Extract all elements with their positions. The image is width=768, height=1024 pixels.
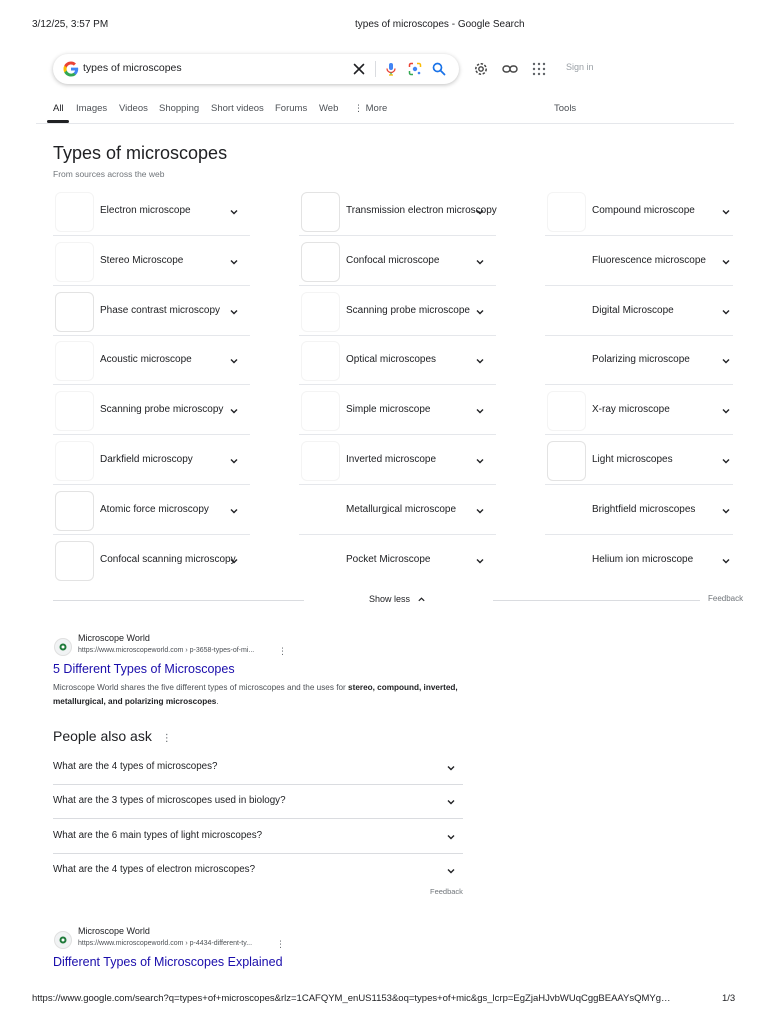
link-icon[interactable]	[501, 60, 519, 78]
chevron-down-icon	[720, 505, 732, 517]
chevron-down-icon	[445, 831, 457, 843]
chevron-down-icon	[720, 555, 732, 567]
tab-web[interactable]: Web	[319, 103, 339, 114]
result2-url[interactable]: https://www.microscopeworld.com › p-4434-different-ty...	[78, 940, 253, 947]
microphone-icon[interactable]	[383, 61, 399, 77]
tab-short-videos[interactable]: Short videos	[211, 103, 264, 114]
microscope-type-item[interactable]	[545, 436, 742, 485]
microscope-type-item[interactable]	[53, 386, 250, 435]
microscope-type-item[interactable]	[53, 486, 250, 535]
chevron-down-icon	[720, 256, 732, 268]
chevron-down-icon	[720, 306, 732, 318]
chevron-down-icon	[474, 505, 486, 517]
microscope-type-item[interactable]	[545, 287, 742, 336]
microscope-type-label: Electron microscope	[100, 205, 191, 216]
microscope-type-item[interactable]	[299, 536, 496, 585]
chevron-down-icon	[228, 505, 240, 517]
chevron-down-icon	[445, 796, 457, 808]
microscope-type-label: X-ray microscope	[592, 404, 670, 416]
chevron-down-icon	[445, 865, 457, 877]
chevron-down-icon	[228, 306, 240, 318]
microscope-type-label: Simple microscope	[346, 404, 431, 416]
paa-question-text: What are the 4 types of electron microscopes?	[53, 863, 256, 875]
microscope-thumbnail	[55, 192, 94, 232]
microscope-thumbnail	[301, 441, 340, 481]
chevron-down-icon	[474, 306, 486, 318]
microscope-thumbnail	[547, 391, 586, 431]
microscope-type-label: Helium ion microscope	[592, 553, 694, 565]
paa-question[interactable]	[53, 820, 463, 854]
tabs-divider	[36, 123, 734, 124]
microscope-type-item[interactable]	[53, 436, 250, 485]
tab-images[interactable]: Images	[76, 103, 108, 114]
microscope-thumbnail	[55, 491, 94, 531]
paa-question[interactable]	[53, 751, 463, 785]
microscope-type-label: Compound microscope	[592, 205, 695, 216]
result1-title-link[interactable]: 5 Different Types of Microscopes	[53, 662, 235, 676]
chevron-down-icon	[474, 555, 486, 567]
microscope-type-label: Pocket Microscope	[346, 553, 431, 565]
microscope-thumbnail	[301, 292, 340, 332]
microscope-type-item[interactable]	[545, 187, 742, 236]
microscope-type-item[interactable]	[299, 287, 496, 336]
microscope-type-item[interactable]	[53, 287, 250, 336]
section-title: Types of microscopes	[53, 143, 228, 163]
chevron-down-icon	[474, 206, 486, 218]
microscope-type-item[interactable]	[53, 336, 250, 385]
result1-url[interactable]: https://www.microscopeworld.com › p-3658-types-of-mi...	[78, 647, 255, 654]
microscope-type-item[interactable]	[299, 187, 496, 236]
microscope-thumbnail	[301, 192, 340, 232]
tab-shopping[interactable]: Shopping	[159, 103, 200, 114]
apps-grid-icon[interactable]	[530, 60, 548, 78]
microscope-thumbnail	[55, 391, 94, 431]
microscope-type-item[interactable]	[299, 386, 496, 435]
microscope-world-favicon-icon	[54, 931, 72, 949]
chevron-down-icon	[228, 555, 240, 567]
clear-icon[interactable]	[351, 61, 367, 77]
microscope-thumbnail	[301, 242, 340, 282]
microscope-type-label: Brightfield microscopes	[592, 503, 696, 515]
result1-site-name[interactable]: Microscope World	[78, 633, 150, 643]
chevron-down-icon	[720, 355, 732, 367]
result1-more-options-icon[interactable]: ⋮	[278, 646, 287, 656]
microscope-thumbnail	[547, 192, 586, 232]
feedback-link[interactable]: Feedback	[708, 594, 744, 603]
people-also-ask-title	[53, 728, 172, 744]
paa-question-text: What are the 6 main types of light microscopes?	[53, 829, 263, 841]
result2-more-options-icon[interactable]: ⋮	[276, 939, 285, 949]
google-logo-icon	[62, 60, 80, 78]
show-less-button[interactable]	[369, 594, 426, 604]
print-footer-url: https://www.google.com/search?q=types+of+microscopes&rlz=1CAFQYM_enUS1153&oq=types+of+mic&gs_lcrp=EgZjaHJvbWUqCggBEAAYsQMYg…	[32, 993, 671, 1004]
microscope-type-item[interactable]	[299, 336, 496, 385]
paa-question[interactable]	[53, 854, 463, 888]
chevron-down-icon	[445, 762, 457, 774]
chevron-up-icon	[417, 595, 426, 604]
microscope-type-label: Fluorescence microscope	[592, 254, 706, 266]
microscope-type-label: Atomic force microscopy	[100, 503, 209, 515]
microscope-type-item[interactable]	[299, 436, 496, 485]
paa-question-text: What are the 4 types of microscopes?	[53, 761, 218, 772]
chevron-down-icon	[720, 455, 732, 467]
print-page-title: types of microscopes - Google Search	[355, 19, 525, 30]
search-icon[interactable]	[431, 61, 447, 77]
microscope-type-item[interactable]	[545, 536, 742, 585]
microscope-type-label: Optical microscopes	[346, 354, 437, 366]
search-divider	[375, 61, 376, 77]
show-less-label: Show less	[369, 594, 411, 604]
microscope-type-item[interactable]	[53, 237, 250, 286]
tab-more-label: More	[365, 103, 388, 114]
microscope-type-item[interactable]	[299, 237, 496, 286]
microscope-type-label: Confocal microscope	[346, 254, 440, 266]
result1-snippet-end: .	[216, 697, 219, 706]
chevron-down-icon	[720, 405, 732, 417]
paa-question-text: What are the 3 types of microscopes used in biology?	[53, 795, 286, 807]
microscope-type-label: Scanning probe microscope	[346, 304, 470, 316]
microscope-type-item[interactable]	[53, 536, 250, 585]
microscope-type-item[interactable]	[545, 386, 742, 435]
microscope-type-item[interactable]	[545, 336, 742, 385]
chevron-down-icon	[474, 355, 486, 367]
chevron-down-icon	[474, 405, 486, 417]
microscope-type-item[interactable]	[53, 187, 250, 236]
search-input[interactable]: types of microscopes	[83, 62, 182, 74]
result1-snippet-text: Microscope World shares the five different types of microscopes and the uses for	[53, 683, 349, 692]
microscope-type-label: Polarizing microscope	[592, 354, 690, 366]
tools-button[interactable]: Tools	[554, 103, 577, 114]
microscope-type-label: Phase contrast microscopy	[100, 304, 221, 316]
microscope-thumbnail	[55, 292, 94, 332]
result2-title-link[interactable]: Different Types of Microscopes Explained	[53, 955, 283, 969]
chevron-down-icon	[228, 355, 240, 367]
settings-gear-icon[interactable]	[472, 60, 490, 78]
search-bar[interactable]	[53, 54, 459, 84]
show-less-divider-right	[493, 600, 700, 601]
microscope-type-label: Transmission electron microscopy	[346, 205, 497, 216]
microscope-type-label: Scanning probe microscopy	[100, 404, 224, 416]
microscope-world-favicon-icon	[54, 638, 72, 656]
tab-all[interactable]: All	[53, 103, 64, 114]
result1-snippet-bold: stereo, compound, inverted, metallurgical, and polarizing microscopes	[53, 683, 458, 706]
microscope-type-item[interactable]	[299, 486, 496, 535]
microscope-type-label: Metallurgical microscope	[346, 503, 457, 515]
print-page-number: 1/3	[722, 993, 736, 1004]
section-subtitle: From sources across the web	[53, 169, 165, 179]
tab-videos[interactable]: Videos	[119, 103, 148, 114]
chevron-down-icon	[228, 206, 240, 218]
chevron-down-icon	[720, 206, 732, 218]
tab-forums[interactable]: Forums	[275, 103, 308, 114]
microscope-type-label: Darkfield microscopy	[100, 454, 193, 465]
chevron-down-icon	[474, 455, 486, 467]
chevron-down-icon	[474, 256, 486, 268]
microscope-type-label: Stereo Microscope	[100, 254, 184, 266]
lens-icon[interactable]	[407, 61, 423, 77]
print-datetime: 3/12/25, 3:57 PM	[32, 19, 109, 30]
paa-feedback-link[interactable]: Feedback	[430, 887, 463, 896]
paa-more-options-icon[interactable]: ⋮	[161, 733, 172, 744]
chevron-down-icon	[228, 405, 240, 417]
chevron-down-icon	[228, 455, 240, 467]
microscope-thumbnail	[55, 441, 94, 481]
microscope-thumbnail	[55, 541, 94, 581]
microscope-type-label: Light microscopes	[592, 454, 673, 465]
microscope-type-label: Acoustic microscope	[100, 354, 192, 366]
result2-site-name[interactable]: Microscope World	[78, 926, 150, 936]
microscope-type-item[interactable]	[545, 486, 742, 535]
people-also-ask-label: People also ask	[53, 728, 152, 744]
microscope-thumbnail	[301, 391, 340, 431]
microscope-thumbnail	[301, 341, 340, 381]
microscope-type-item[interactable]	[545, 237, 742, 286]
paa-question[interactable]	[53, 785, 463, 819]
microscope-type-label: Inverted microscope	[346, 454, 437, 465]
tab-more[interactable]	[354, 103, 387, 114]
chevron-down-icon	[228, 256, 240, 268]
microscope-thumbnail	[547, 441, 586, 481]
more-dots-icon: ⋮	[354, 103, 363, 113]
microscope-thumbnail	[55, 341, 94, 381]
microscope-type-label: Digital Microscope	[592, 304, 674, 316]
microscope-thumbnail	[55, 242, 94, 282]
result1-snippet	[53, 681, 463, 709]
show-less-divider-left	[53, 600, 304, 601]
sign-in-button[interactable]: Sign in	[566, 62, 594, 72]
microscope-type-label: Confocal scanning microscopy	[100, 553, 236, 565]
